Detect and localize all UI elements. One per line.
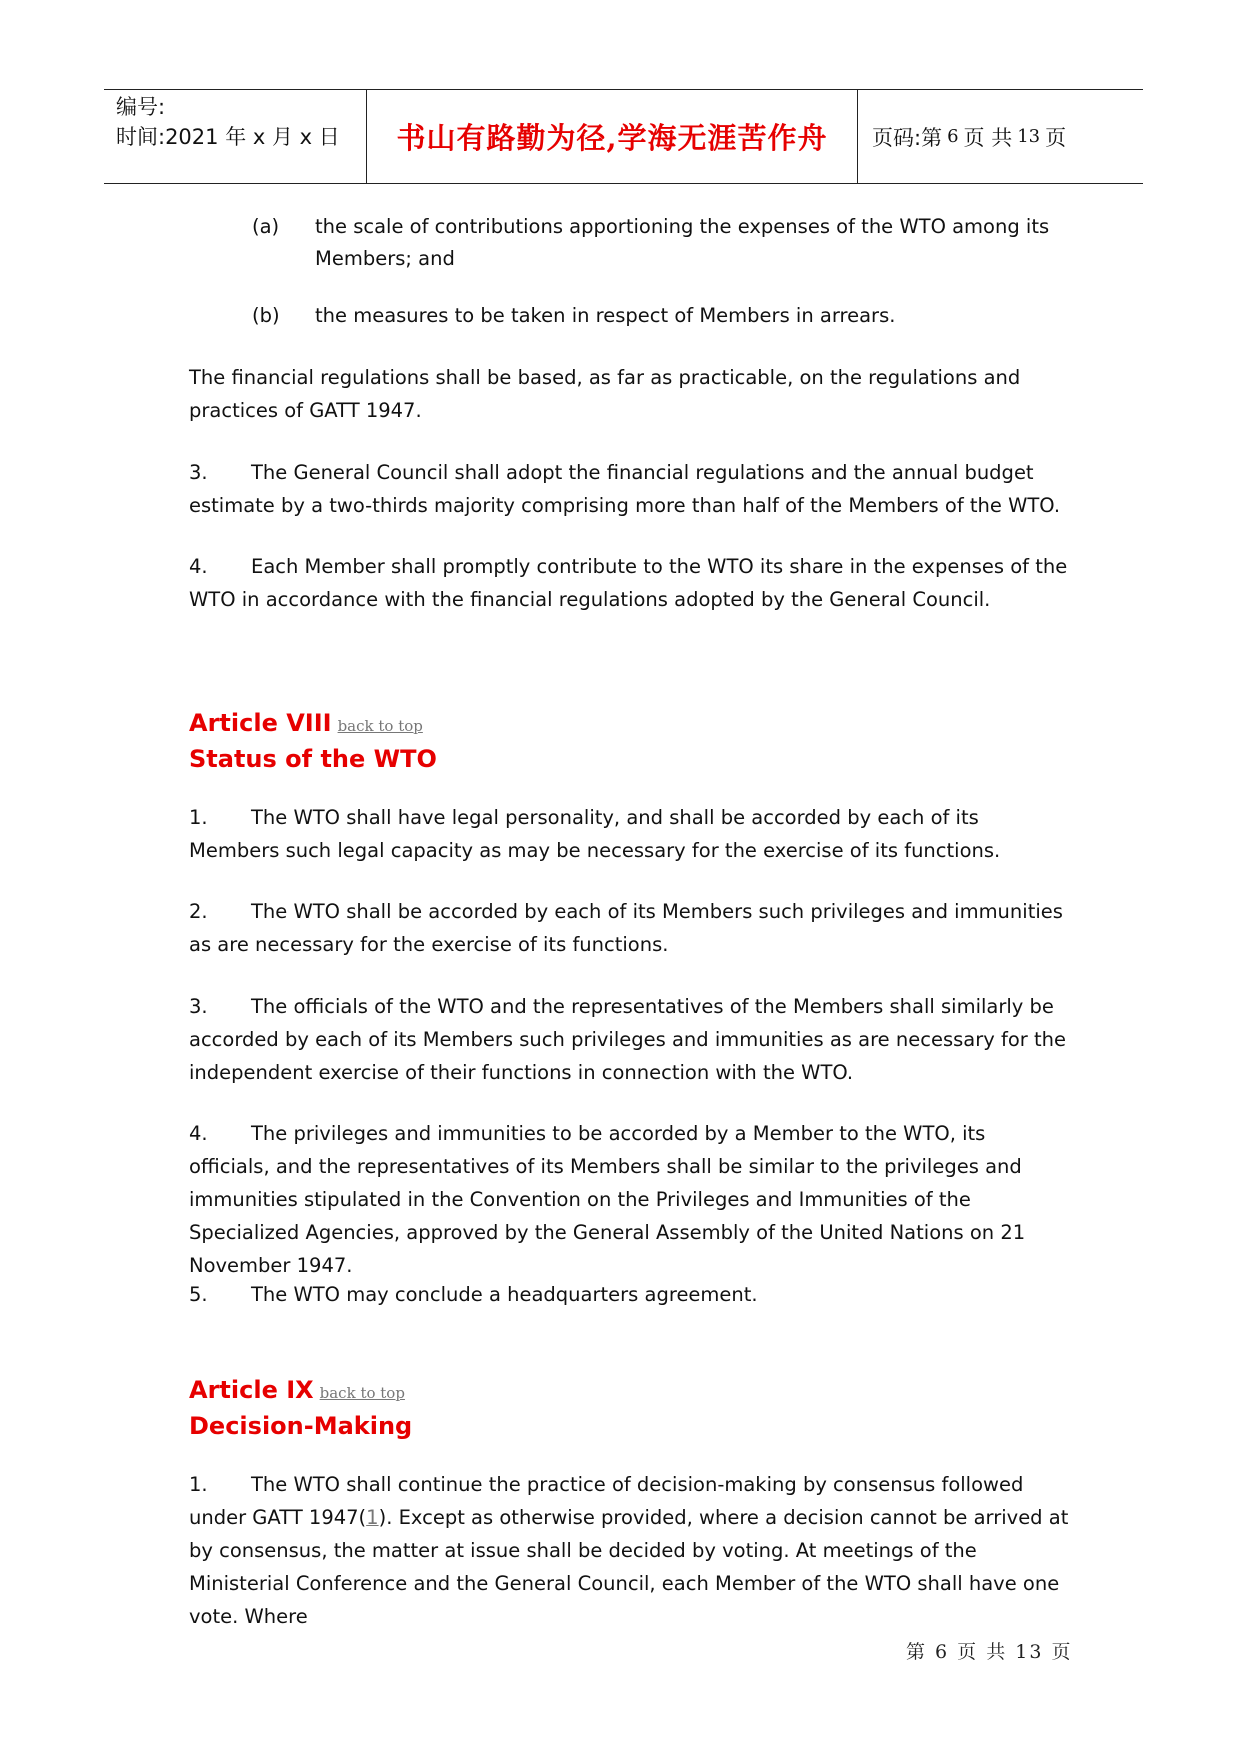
header-motto: 书山有路勤为径,学海无涯苦作舟 [367, 90, 858, 183]
footnote-link[interactable]: 1 [366, 1506, 379, 1529]
para-text: The WTO shall be accorded by each of its Members such privileges and immunities as are necessary for the exercise of its functions. [189, 900, 1063, 956]
para-number: 3. [189, 461, 208, 484]
page-header [104, 89, 1143, 184]
header-meta [104, 90, 367, 183]
para-text: The WTO shall continue the practice of decision-making by consensus followed under GATT 1947( [189, 1473, 1024, 1529]
paragraph [189, 1468, 1069, 1633]
paragraph [189, 801, 1069, 867]
para-number: 2. [189, 900, 208, 923]
para-text: ). Except as otherwise provided, where a decision cannot be arrived at by consensus, the matter at issue shall be decided by voting. At meetings of the Ministerial Conference and the General Council, each Member of the WTO shall have one vote. Where [189, 1506, 1069, 1628]
item-label: (b) [252, 304, 280, 327]
page-total: 13 [1017, 126, 1041, 147]
paragraph [189, 895, 1069, 961]
item-label: (a) [252, 215, 280, 238]
paragraph [189, 990, 1069, 1089]
article-heading [189, 1374, 412, 1443]
para-number: 4. [189, 1122, 208, 1145]
page-suffix: 页 [1045, 125, 1067, 150]
para-text: The privileges and immunities to be accorded by a Member to the WTO, its officials, and the representatives of its Members shall be similar to the privileges and immunities stipulated in the Convention on the Privileges and Immunities of the Specialized Agencies, approved by the General Assembly of the United Nations on 21 November 1947. [189, 1122, 1026, 1277]
para-text: The General Council shall adopt the financial regulations and the annual budget estimate by a two-thirds majority comprising more than half of the Members of the WTO. [189, 461, 1061, 517]
page-current: 6 [947, 126, 959, 147]
para-number: 1. [189, 1473, 208, 1496]
paragraph: The financial regulations shall be based, as far as practicable, on the regulations and practices of GATT 1947. [189, 366, 1021, 422]
page-footer: 第 6 页 共 13 页 [906, 1641, 1073, 1663]
time-label: 时间:2021 年 x 月 x 日 [116, 125, 340, 149]
paragraph [189, 550, 1069, 616]
number-label: 编号: [116, 95, 166, 119]
item-text: the scale of contributions apportioning the expenses of the WTO among its Members; and [315, 215, 1050, 270]
back-to-top-link[interactable]: back to top [337, 717, 423, 735]
para-text: The WTO shall have legal personality, and shall be accorded by each of its Members such legal capacity as may be necessary for the exercise of its functions. [189, 806, 1001, 862]
article-subtitle: Decision-Making [189, 1412, 413, 1440]
page-prefix: 页码:第 [872, 125, 943, 150]
para-number: 4. [189, 555, 208, 578]
item-text: the measures to be taken in respect of Members in arrears. [315, 304, 896, 327]
page-mid: 页 共 [963, 125, 1013, 150]
paragraph [189, 1278, 1069, 1311]
para-text: Each Member shall promptly contribute to the WTO its share in the expenses of the WTO in accordance with the financial regulations adopted by the General Council. [189, 555, 1068, 611]
para-text: The officials of the WTO and the representatives of the Members shall similarly be accorded by each of its Members such privileges and immunities as are necessary for the independent exercise of their functions in connection with the WTO. [189, 995, 1066, 1084]
paragraph [189, 1117, 1069, 1282]
article-heading [189, 707, 437, 776]
back-to-top-link[interactable]: back to top [319, 1384, 405, 1402]
article-title: Article IX [189, 1376, 314, 1404]
para-text: The WTO may conclude a headquarters agreement. [251, 1283, 758, 1306]
paragraph [189, 456, 1069, 522]
header-page-info [858, 90, 1143, 183]
article-subtitle: Status of the WTO [189, 745, 437, 773]
article-title: Article VIII [189, 709, 332, 737]
para-number: 5. [189, 1283, 208, 1306]
para-number: 3. [189, 995, 208, 1018]
para-number: 1. [189, 806, 208, 829]
